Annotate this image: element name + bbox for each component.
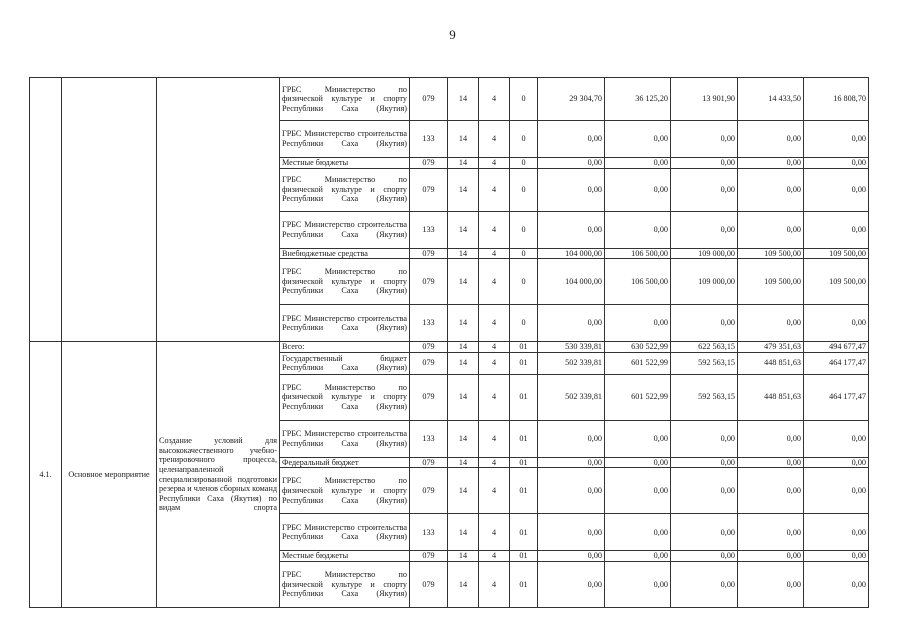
section-code: 14: [448, 168, 479, 211]
target-code: 01: [510, 551, 538, 562]
subsection-code: 4: [479, 121, 510, 158]
amount-year-4: 0,00: [738, 561, 804, 607]
amount-year-4: 109 500,00: [738, 248, 804, 259]
amount-year-2: 0,00: [605, 168, 671, 211]
grbs-code: 079: [410, 259, 448, 305]
section-code: 14: [448, 420, 479, 457]
amount-year-1: 502 339,81: [538, 374, 605, 420]
amount-year-5: 16 808,70: [804, 78, 869, 121]
funding-source: Федеральный бюджет: [280, 457, 410, 468]
amount-year-2: 0,00: [605, 457, 671, 468]
amount-year-3: 0,00: [671, 168, 738, 211]
funding-source: ГРБС Министерство по физической культуре и спорту Республики Саха (Якутия): [280, 259, 410, 305]
funding-source: Местные бюджеты: [280, 158, 410, 169]
section-code: 14: [448, 561, 479, 607]
grbs-code: 133: [410, 305, 448, 342]
amount-year-2: 0,00: [605, 158, 671, 169]
amount-year-5: 464 177,47: [804, 352, 869, 374]
amount-year-3: 592 563,15: [671, 352, 738, 374]
section-code: 14: [448, 305, 479, 342]
amount-year-5: 0,00: [804, 551, 869, 562]
amount-year-5: 0,00: [804, 514, 869, 551]
grbs-code: 133: [410, 420, 448, 457]
funding-source: ГРБС Министерство строительства Республики Саха (Якутия): [280, 514, 410, 551]
section-code: 14: [448, 211, 479, 248]
amount-year-2: 0,00: [605, 305, 671, 342]
subsection-code: 4: [479, 420, 510, 457]
event-index: 4.1.: [30, 342, 62, 608]
amount-year-4: 479 351,63: [738, 342, 804, 353]
amount-year-1: 0,00: [538, 420, 605, 457]
amount-year-1: 0,00: [538, 457, 605, 468]
target-code: 01: [510, 561, 538, 607]
target-code: 0: [510, 259, 538, 305]
target-code: 01: [510, 342, 538, 353]
target-code: 01: [510, 352, 538, 374]
group-prev-type-cell: [62, 78, 157, 342]
subsection-code: 4: [479, 551, 510, 562]
amount-year-1: 530 339,81: [538, 342, 605, 353]
grbs-code: 079: [410, 561, 448, 607]
section-code: 14: [448, 374, 479, 420]
funding-source: ГРБС Министерство по физической культуре и спорту Республики Саха (Якутия): [280, 168, 410, 211]
table-row: [30, 342, 869, 353]
target-code: 0: [510, 305, 538, 342]
subsection-code: 4: [479, 259, 510, 305]
subsection-code: 4: [479, 248, 510, 259]
amount-year-3: 0,00: [671, 420, 738, 457]
grbs-code: 133: [410, 211, 448, 248]
amount-year-4: 0,00: [738, 211, 804, 248]
funding-source: ГРБС Министерство строительства Республики Саха (Якутия): [280, 420, 410, 457]
grbs-code: 079: [410, 248, 448, 259]
section-code: 14: [448, 468, 479, 514]
amount-year-5: 0,00: [804, 158, 869, 169]
amount-year-2: 0,00: [605, 514, 671, 551]
target-code: 01: [510, 514, 538, 551]
amount-year-3: 0,00: [671, 468, 738, 514]
grbs-code: 133: [410, 514, 448, 551]
amount-year-1: 104 000,00: [538, 259, 605, 305]
funding-source: ГРБС Министерство строительства Республики Саха (Якутия): [280, 211, 410, 248]
amount-year-5: 109 500,00: [804, 259, 869, 305]
section-code: 14: [448, 259, 479, 305]
page-number: 9: [449, 27, 456, 42]
amount-year-4: 109 500,00: [738, 259, 804, 305]
amount-year-3: 0,00: [671, 457, 738, 468]
funding-source: ГРБС Министерство по физической культуре и спорту Республики Саха (Якутия): [280, 561, 410, 607]
amount-year-1: 0,00: [538, 468, 605, 514]
subsection-code: 4: [479, 305, 510, 342]
amount-year-2: 601 522,99: [605, 374, 671, 420]
funding-source: ГРБС Министерство по физической культуре и спорту Республики Саха (Якутия): [280, 78, 410, 121]
amount-year-5: 109 500,00: [804, 248, 869, 259]
amount-year-1: 0,00: [538, 514, 605, 551]
amount-year-1: 0,00: [538, 305, 605, 342]
amount-year-3: 592 563,15: [671, 374, 738, 420]
grbs-code: 079: [410, 457, 448, 468]
subsection-code: 4: [479, 457, 510, 468]
amount-year-3: 0,00: [671, 561, 738, 607]
section-code: 14: [448, 352, 479, 374]
amount-year-2: 36 125,20: [605, 78, 671, 121]
section-code: 14: [448, 158, 479, 169]
amount-year-2: 0,00: [605, 211, 671, 248]
target-code: 01: [510, 457, 538, 468]
funding-source: ГРБС Министерство по физической культуре и спорту Республики Саха (Якутия): [280, 468, 410, 514]
grbs-code: 079: [410, 78, 448, 121]
amount-year-4: 0,00: [738, 514, 804, 551]
amount-year-3: 0,00: [671, 211, 738, 248]
subsection-code: 4: [479, 468, 510, 514]
target-code: 0: [510, 168, 538, 211]
group-prev-description-cell: [157, 78, 280, 342]
subsection-code: 4: [479, 374, 510, 420]
amount-year-4: 0,00: [738, 121, 804, 158]
section-code: 14: [448, 121, 479, 158]
amount-year-2: 106 500,00: [605, 248, 671, 259]
amount-year-3: 0,00: [671, 121, 738, 158]
amount-year-3: 109 000,00: [671, 248, 738, 259]
amount-year-5: 0,00: [804, 168, 869, 211]
amount-year-3: 13 901,90: [671, 78, 738, 121]
amount-year-4: 448 851,63: [738, 374, 804, 420]
amount-year-4: 0,00: [738, 468, 804, 514]
amount-year-3: 0,00: [671, 158, 738, 169]
amount-year-2: 0,00: [605, 551, 671, 562]
amount-year-4: 0,00: [738, 551, 804, 562]
amount-year-5: 0,00: [804, 457, 869, 468]
funding-source: Внебюджетные средства: [280, 248, 410, 259]
amount-year-1: 104 000,00: [538, 248, 605, 259]
amount-year-1: 0,00: [538, 211, 605, 248]
amount-year-4: 448 851,63: [738, 352, 804, 374]
subsection-code: 4: [479, 561, 510, 607]
subsection-code: 4: [479, 158, 510, 169]
funding-source: Всего:: [280, 342, 410, 353]
amount-year-3: 0,00: [671, 514, 738, 551]
amount-year-5: 0,00: [804, 468, 869, 514]
amount-year-3: 0,00: [671, 551, 738, 562]
amount-year-2: 0,00: [605, 121, 671, 158]
amount-year-1: 502 339,81: [538, 352, 605, 374]
amount-year-5: 0,00: [804, 211, 869, 248]
amount-year-5: 0,00: [804, 305, 869, 342]
grbs-code: 079: [410, 168, 448, 211]
amount-year-1: 0,00: [538, 158, 605, 169]
target-code: 0: [510, 158, 538, 169]
amount-year-4: 0,00: [738, 305, 804, 342]
amount-year-2: 0,00: [605, 561, 671, 607]
amount-year-5: 0,00: [804, 420, 869, 457]
amount-year-2: 0,00: [605, 468, 671, 514]
grbs-code: 079: [410, 468, 448, 514]
subsection-code: 4: [479, 168, 510, 211]
amount-year-4: 0,00: [738, 457, 804, 468]
subsection-code: 4: [479, 514, 510, 551]
section-code: 14: [448, 78, 479, 121]
amount-year-4: 0,00: [738, 420, 804, 457]
grbs-code: 079: [410, 352, 448, 374]
section-code: 14: [448, 342, 479, 353]
amount-year-1: 29 304,70: [538, 78, 605, 121]
target-code: 01: [510, 420, 538, 457]
amount-year-3: 0,00: [671, 305, 738, 342]
amount-year-4: 0,00: [738, 158, 804, 169]
amount-year-4: 14 433,50: [738, 78, 804, 121]
grbs-code: 079: [410, 551, 448, 562]
funding-source: ГРБС Министерство строительства Республики Саха (Якутия): [280, 305, 410, 342]
subsection-code: 4: [479, 78, 510, 121]
amount-year-5: 464 177,47: [804, 374, 869, 420]
funding-source: Местные бюджеты: [280, 551, 410, 562]
amount-year-2: 601 522,99: [605, 352, 671, 374]
funding-source: ГРБС Министерство строительства Республики Саха (Якутия): [280, 121, 410, 158]
table-row: [30, 78, 869, 121]
amount-year-2: 0,00: [605, 420, 671, 457]
amount-year-3: 622 563,15: [671, 342, 738, 353]
amount-year-5: 0,00: [804, 561, 869, 607]
section-code: 14: [448, 551, 479, 562]
group-prev-index-cell: [30, 78, 62, 342]
grbs-code: 133: [410, 121, 448, 158]
amount-year-1: 0,00: [538, 168, 605, 211]
amount-year-4: 0,00: [738, 168, 804, 211]
subsection-code: 4: [479, 342, 510, 353]
subsection-code: 4: [479, 352, 510, 374]
target-code: 0: [510, 121, 538, 158]
amount-year-1: 0,00: [538, 121, 605, 158]
event-description: Создание условий для высококачественного учебно-тренировочного процесса, целенаправленной специализированной подготовки резерва и членов сборных команд Республики Саха (Якутия) по видам спорта: [157, 342, 280, 608]
amount-year-2: 630 522,99: [605, 342, 671, 353]
grbs-code: 079: [410, 158, 448, 169]
amount-year-5: 0,00: [804, 121, 869, 158]
amount-year-1: 0,00: [538, 561, 605, 607]
amount-year-5: 494 677,47: [804, 342, 869, 353]
table-body: [30, 78, 869, 608]
subsection-code: 4: [479, 211, 510, 248]
grbs-code: 079: [410, 374, 448, 420]
section-code: 14: [448, 248, 479, 259]
target-code: 01: [510, 374, 538, 420]
budget-table: [29, 77, 869, 608]
grbs-code: 079: [410, 342, 448, 353]
event-type: Основное мероприятие: [62, 342, 157, 608]
target-code: 0: [510, 248, 538, 259]
funding-source: ГРБС Министерство по физической культуре и спорту Республики Саха (Якутия): [280, 374, 410, 420]
target-code: 0: [510, 211, 538, 248]
section-code: 14: [448, 514, 479, 551]
amount-year-3: 109 000,00: [671, 259, 738, 305]
amount-year-2: 106 500,00: [605, 259, 671, 305]
amount-year-1: 0,00: [538, 551, 605, 562]
target-code: 0: [510, 78, 538, 121]
section-code: 14: [448, 457, 479, 468]
funding-source: Государственный бюджет Республики Саха (Якутия): [280, 352, 410, 374]
target-code: 01: [510, 468, 538, 514]
